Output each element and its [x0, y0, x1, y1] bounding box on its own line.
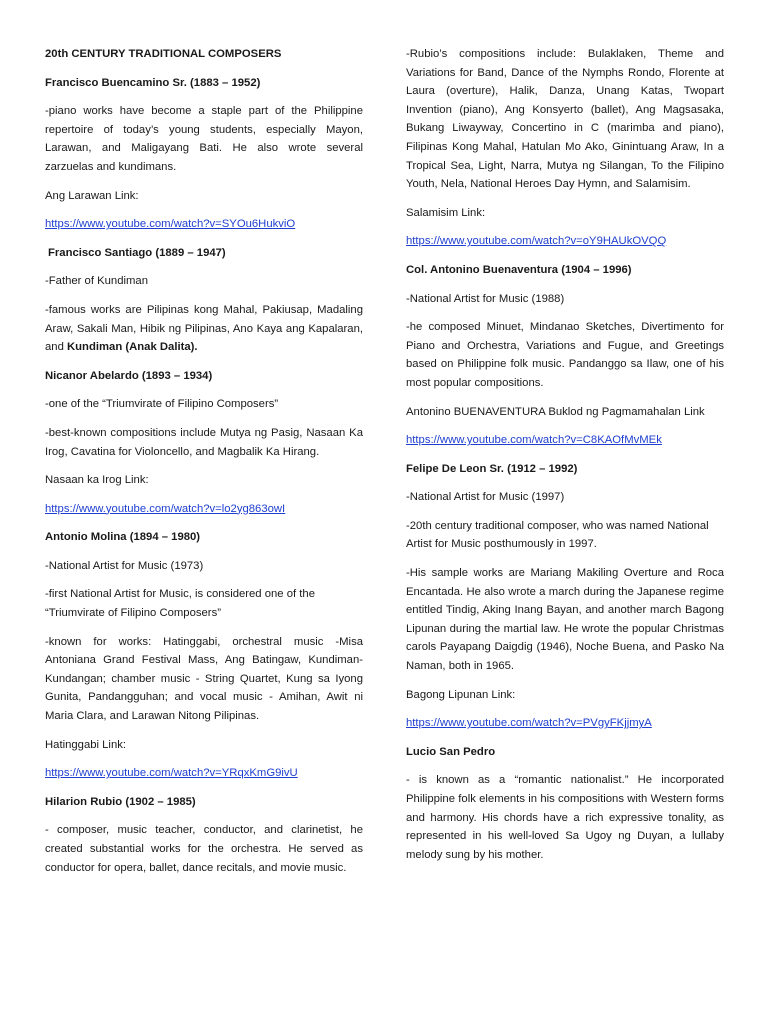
- link-hatinggabi[interactable]: https://www.youtube.com/watch?v=YRqxKmG9ivU: [45, 767, 298, 780]
- heading-santiago: Francisco Santiago (1889 – 1947): [48, 246, 226, 259]
- link-label-salamisim: Salamisim Link:: [406, 206, 486, 219]
- paragraph-molina-first: -first National Artist for Music, is considered one of the “Triumvirate of Filipino Composers”: [45, 588, 315, 620]
- heading-buenaventura: Col. Antonino Buenaventura (1904 – 1996): [406, 263, 632, 276]
- paragraph-deleon-posthumous: -20th century traditional composer, who was named National Artist for Music posthumously in 1997.: [406, 519, 709, 551]
- link-label-nasaan-ka-irog: Nasaan ka Irog Link:: [45, 474, 149, 487]
- paragraph-santiago-works: [45, 301, 363, 357]
- paragraph-rubio-bio: - composer, music teacher, conductor, and clarinetist, he created substantial works for the orchestra. He served as conductor for opera, ballet, dance recitals, and movie music.: [45, 824, 363, 874]
- paragraph-rubio-works: -Rubio’s compositions include: Bulaklaken, Theme and Variations for Band, Dance of the Nymphs Rondo, Florente at Laura (overture), Halik, Danza, Unang Katas, Twopart Invention (piano), Ang Konsyerto (ballet), Ang Magsasaka, Bukang Liwayway, Concertino in C (marimba and piano), Filipinas Kong Mahal, Hatulan Mo Ako, Ginintuang Araw, In a Tropical Sea, Light, Narra, Mutya ng Silangan, To the Filipino Youth, Nela, National Heroes Day Hymn, and Salamisim.: [406, 48, 724, 191]
- paragraph-buenaventura-award: -National Artist for Music (1988): [406, 292, 565, 305]
- right-column: [406, 45, 724, 874]
- heading-rubio: Hilarion Rubio (1902 – 1985): [45, 795, 196, 808]
- paragraph-deleon-works: -His sample works are Mariang Makiling Overture and Roca Encantada. He also wrote a march during the Japanese regime entitled Tindig, Aking Inang Bayan, and another march Bagong Lipunan during the martial law. He wrote the popular Christmas carols Payapang Daigdig (1946), Noche Buena, and Pasko Na Naman, both in 1965.: [406, 567, 724, 673]
- paragraph-molina-award: -National Artist for Music (1973): [45, 559, 204, 572]
- paragraph-buencamino-works: -piano works have become a staple part of the Philippine repertoire of today’s young students, especially Mayon, Larawan, and Maligayang Bati. He also wrote several zarzuelas and kundimans.: [45, 105, 363, 173]
- link-ang-larawan[interactable]: https://www.youtube.com/watch?v=SYOu6HukviO: [45, 218, 296, 231]
- left-column: [45, 45, 363, 887]
- paragraph-san-pedro-bio: - is known as a “romantic nationalist.” He incorporated Philippine folk elements in his compositions with Western forms and harmony. His chords have a rich expressive tonality, as represented in his well-loved Sa Ugoy ng Duyan, a lullaby melody sung by his mother.: [406, 774, 724, 861]
- heading-abelardo: Nicanor Abelardo (1893 – 1934): [45, 369, 213, 382]
- link-label-bagong-lipunan: Bagong Lipunan Link:: [406, 688, 516, 701]
- paragraph-abelardo-triumvirate: -one of the “Triumvirate of Filipino Composers”: [45, 398, 279, 411]
- link-nasaan-ka-irog[interactable]: https://www.youtube.com/watch?v=lo2yg863owI: [45, 502, 286, 515]
- heading-deleon: Felipe De Leon Sr. (1912 – 1992): [406, 462, 578, 475]
- link-label-hatinggabi: Hatinggabi Link:: [45, 738, 127, 751]
- paragraph-buenaventura-works: -he composed Minuet, Mindanao Sketches, Divertimento for Piano and Orchestra, Variations and Fugue, and Greetings based on Philippine folk music. Pandanggo sa Ilaw, one of his most popular compositions.: [406, 321, 724, 389]
- paragraph-molina-works: -known for works: Hatinggabi, orchestral music -Misa Antoniana Grand Festival Mass, Ang Batingaw, Kundiman-Kundangan; chamber music - String Quartet, Kung sa Iyong Gunita, Pandangguhan; and vocal music - Amihan, Awit ni Maria Clara, and Larawan Nitong Pilipinas.: [45, 635, 363, 723]
- link-buklod[interactable]: https://www.youtube.com/watch?v=C8KAOfMvMEk: [406, 434, 662, 447]
- link-label-ang-larawan: Ang Larawan Link:: [45, 189, 139, 202]
- document-title: 20th CENTURY TRADITIONAL COMPOSERS: [45, 48, 282, 60]
- link-salamisim[interactable]: https://www.youtube.com/watch?v=oY9HAUkOVQQ: [406, 235, 667, 248]
- paragraph-santiago-title: -Father of Kundiman: [45, 275, 148, 288]
- link-bagong-lipunan[interactable]: https://www.youtube.com/watch?v=PVgyFKjjmyA: [406, 717, 652, 730]
- heading-buencamino: Francisco Buencamino Sr. (1883 – 1952): [45, 76, 261, 89]
- heading-molina: Antonio Molina (1894 – 1980): [45, 531, 201, 544]
- paragraph-abelardo-works: -best-known compositions include Mutya ng Pasig, Nasaan Ka Irog, Cavatina for Violoncello, and Magbalik Ka Hirang.: [45, 426, 363, 458]
- santiago-works-text: -famous works are Pilipinas kong Mahal, Pakiusap, Madaling Araw, Sakali Man, Hibik ng Pilipinas, Ano Kaya ang Kapalaran, and: [45, 303, 363, 354]
- santiago-works-bold: Kundiman (Anak Dalita).: [67, 341, 198, 354]
- heading-san-pedro: Lucio San Pedro: [406, 745, 496, 758]
- link-label-buklod: Antonino BUENAVENTURA Buklod ng Pagmamahalan Link: [406, 405, 705, 418]
- paragraph-deleon-award: -National Artist for Music (1997): [406, 491, 565, 504]
